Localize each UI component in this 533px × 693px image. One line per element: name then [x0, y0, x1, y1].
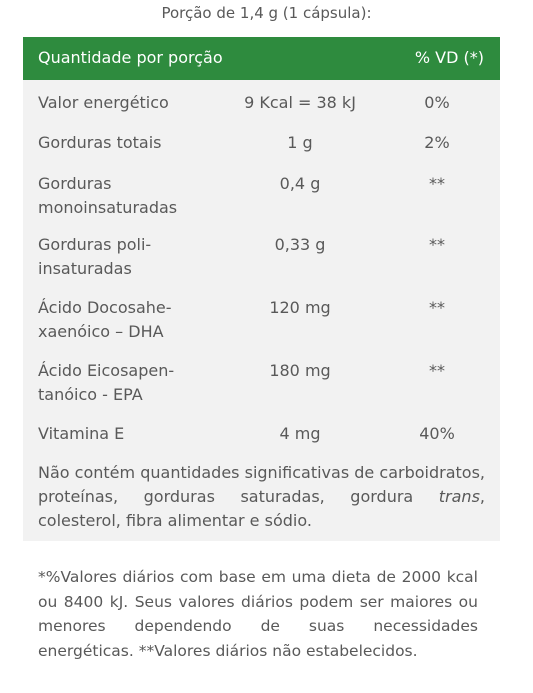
nutrient-quantity: 180 mg	[269, 361, 331, 380]
nutrient-name: Gorduras monoinsaturadas	[38, 174, 178, 217]
header-vd: % VD (*)	[414, 48, 484, 67]
nutrient-name: Gorduras poli-insaturadas	[38, 235, 152, 278]
table-header	[23, 37, 500, 80]
nutrient-vd: **	[429, 235, 445, 254]
note-italic: trans	[438, 487, 480, 506]
nutrient-vd: **	[429, 298, 445, 317]
nutrient-vd: **	[429, 361, 445, 380]
nutrition-table	[23, 37, 500, 541]
nutrient-vd: 0%	[424, 93, 450, 112]
nutrient-name: Gorduras totais	[38, 133, 162, 152]
nutrient-name: Ácido Docosahe-xaenóico – DHA	[38, 298, 172, 341]
table-note	[38, 461, 485, 533]
nutrient-quantity: 1 g	[287, 133, 313, 152]
nutrient-quantity: 120 mg	[269, 298, 331, 317]
nutrient-vd: 2%	[424, 133, 450, 152]
header-quantity: Quantidade por porção	[38, 48, 223, 67]
serving-size: Porção de 1,4 g (1 cápsula):	[161, 4, 372, 22]
nutrient-name: Vitamina E	[38, 424, 125, 443]
note-text: Não contém quantidades significativas de carboidratos, proteínas, gorduras saturadas, gordura	[38, 463, 485, 506]
note-text-end: , colesterol, fibra alimentar e sódio.	[38, 487, 485, 530]
nutrient-vd: **	[429, 174, 445, 193]
nutrient-quantity: 0,33 g	[274, 235, 326, 254]
nutrient-name: Ácido Eicosapen-tanóico - EPA	[38, 361, 175, 404]
footnote: *%Valores diários com base em uma dieta de 2000 kcal ou 8400 kJ. Seus valores diários podem ser maiores ou menores dependendo de suas necessidades energéticas. **Valores diários não estabelecidos.	[38, 568, 478, 660]
nutrient-quantity: 9 Kcal = 38 kJ	[244, 93, 356, 112]
nutrient-quantity: 4 mg	[279, 424, 321, 443]
nutrient-quantity: 0,4 g	[279, 174, 321, 193]
nutrient-vd: 40%	[419, 424, 455, 443]
nutrient-name: Valor energético	[38, 93, 169, 112]
